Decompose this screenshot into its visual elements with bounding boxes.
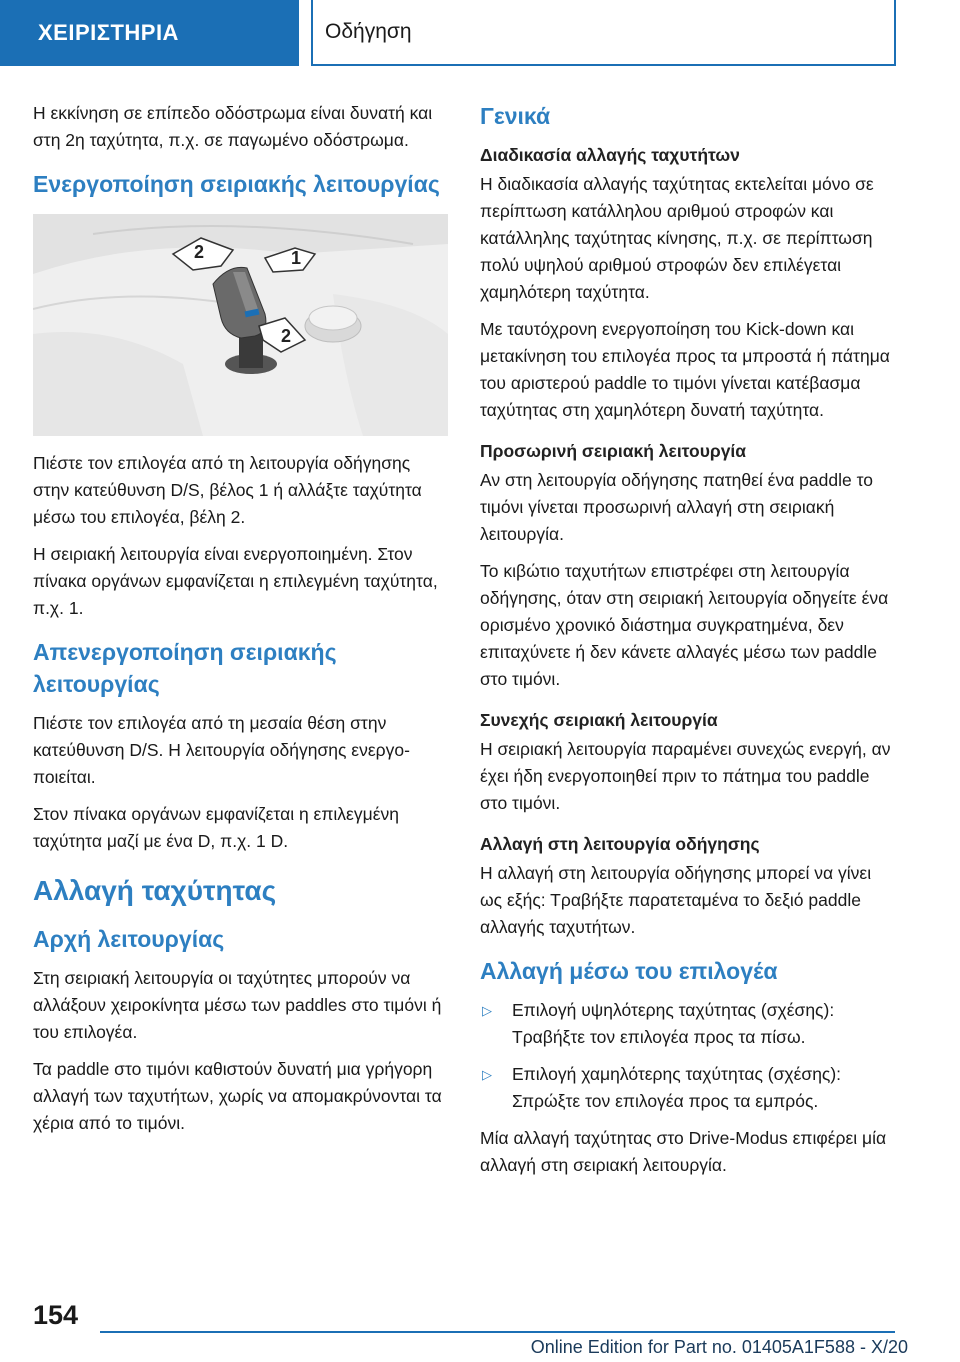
paragraph-procedure-2: Με ταυτόχρονη ενεργοποίηση του Kick-down και μετακίνηση του επιλογέα προς τα μπροστά ή πάτημα του αριστερού paddle το τιμόνι γίνεται κατέβασμα ταχύτητας στη χαμηλότερη δυνατή ταχύτητα. — [480, 319, 890, 420]
gear-selector-figure — [33, 214, 448, 436]
left-column — [33, 100, 448, 1147]
heading-general: Γενικά — [480, 103, 551, 129]
paragraph-temporary-1: Αν στη λειτουργία οδήγησης πατηθεί ένα paddle το τιμόνι γίνεται προσωρινή αλλαγή στη σειριακή λειτουργία. — [480, 470, 873, 544]
figure-label-2-bottom: 2 — [281, 326, 292, 346]
figure-label-2-top: 2 — [194, 242, 205, 262]
heading-gear-change: Αλλαγή ταχύτητας — [33, 875, 277, 906]
paragraph-activate-1: Πιέστε τον επιλογέα από τη λειτουργία οδήγησης στην κατεύθυνση D/S, βέλος 1 ή αλλάξτε ταχύτητα μέσω του επιλογέα, βέλη 2. — [33, 453, 422, 527]
gear-selector-illustration — [33, 214, 448, 436]
heading-principle: Αρχή λειτουργίας — [33, 926, 225, 952]
paragraph-drive-modus: Μία αλλαγή ταχύτητας στο Drive-Modus επιφέρει μία αλλαγή στη σειριακή λειτουργία. — [480, 1128, 887, 1175]
heading-selector-change: Αλλαγή μέσω του επιλογέα — [480, 958, 778, 984]
triangle-bullet-icon: ▷ — [482, 1067, 492, 1082]
paragraph-activate-2: Η σειριακή λειτουργία είναι ενεργοποιημένη. Στον πίνακα οργάνων εμφανίζεται η επιλεγμένη ταχύτητα, π.χ. 1. — [33, 544, 438, 618]
edition-text: Online Edition for Part no. 01405A1F588 - X/20 — [530, 1337, 908, 1357]
paragraph-principle-2: Τα paddle στο τιμόνι καθιστούν δυνατή μια γρήγορη αλλαγή των ταχυτήτων, χωρίς να απομακρύνονται τα χέρια από το τιμόνι. — [33, 1059, 442, 1133]
figure-label-1: 1 — [291, 248, 302, 268]
paragraph-principle-1: Στη σειριακή λειτουργία οι ταχύτητες μπορούν να αλλάξουν χειροκίνητα μέσω των paddles στο τιμόνι ή του επιλογέα. — [33, 968, 442, 1042]
page-number: 154 — [33, 1300, 79, 1330]
heading-temporary: Προσωρινή σειριακή λειτουργία — [480, 441, 747, 461]
heading-switch-drive: Αλλαγή στη λειτουργία οδήγησης — [480, 834, 760, 854]
paragraph-procedure-1: Η διαδικασία αλλαγής ταχύτητας εκτελείται μόνο σε περίπτωση κατάλληλου αριθμού στροφών και κατάλληλης ταχύτητας κίνησης, π.χ. σε περίπτωση πολύ υψηλού αριθμού στροφών δεν επιλέγεται χαμηλότερη ταχύτητα. — [480, 174, 874, 302]
bullet-text: Επιλογή χαμηλότερης ταχύτητας (σχέσης): Σπρώξτε τον επιλογέα προς τα εμπρός. — [512, 1064, 842, 1111]
heading-continuous: Συνεχής σειριακή λειτουργία — [480, 710, 718, 730]
heading-procedure: Διαδικασία αλλαγής ταχυτήτων — [480, 145, 740, 165]
triangle-bullet-icon: ▷ — [482, 1003, 492, 1018]
list-item — [480, 1061, 895, 1115]
bullet-text: Επιλογή υψηλότερης ταχύτητας (σχέσης): Τραβήξτε τον επιλογέα προς τα πίσω. — [512, 1000, 835, 1047]
chapter-title: Οδήγηση — [311, 0, 896, 66]
paragraph-temporary-2: Το κιβώτιο ταχυτήτων επιστρέφει στη λειτουργία οδήγησης, όταν στη σειριακή λειτουργία οδηγείτε ένα ορισμένο χρονικό διάστημα συγκρατημένα, δεν επιταχύνετε ή δεν κάνετε αλλαγές μέσω των paddle στο τιμόνι. — [480, 561, 889, 689]
section-tab: ΧΕΙΡΙΣΤΗΡΙΑ — [0, 0, 299, 66]
paragraph-switch-drive: Η αλλαγή στη λειτουργία οδήγησης μπορεί να γίνει ως εξής: Τραβήξτε παρατεταμένα το δεξιό paddle αλλαγής ταχυτήτων. — [480, 863, 872, 937]
footer-divider — [100, 1331, 895, 1333]
paragraph-continuous: Η σειριακή λειτουργία παραμένει συνεχώς ενεργή, αν έχει ήδη ενεργοποιηθεί πριν το πάτημα του paddle στο τιμόνι. — [480, 739, 891, 813]
paragraph-deactivate-2: Στον πίνακα οργάνων εμφανίζεται η επιλεγμένη ταχύτητα μαζί με ένα D, π.χ. 1 D. — [33, 804, 399, 851]
list-item — [480, 997, 895, 1051]
heading-deactivate-sequential: Απενεργοποίηση σειριακής λειτουργίας — [33, 639, 337, 697]
heading-activate-sequential: Ενεργοποίηση σειριακής λειτουργίας — [33, 171, 440, 197]
right-column — [480, 100, 895, 1189]
paragraph-intro: Η εκκίνηση σε επίπεδο οδόστρωμα είναι δυνατή και στη 2η ταχύτητα, π.χ. σε παγωμένο οδόστρωμα. — [33, 103, 433, 150]
paragraph-deactivate-1: Πιέστε τον επιλογέα από τη μεσαία θέση στην κατεύθυνση D/S. Η λειτουργία οδήγησης ενεργοποιείται. — [33, 713, 410, 787]
